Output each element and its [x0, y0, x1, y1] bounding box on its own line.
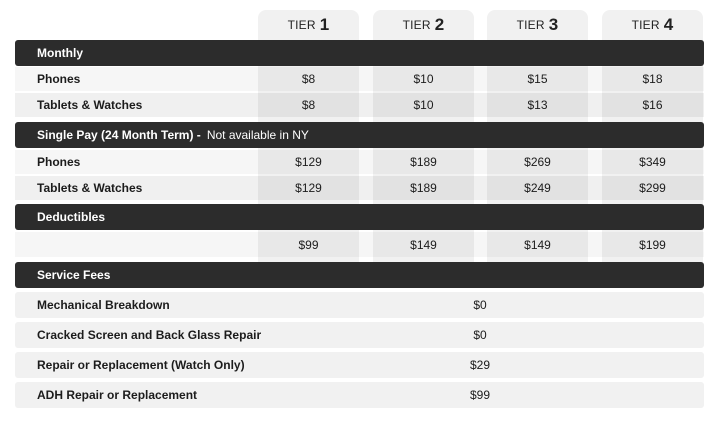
monthly-section-header [15, 40, 704, 66]
tier-prefix: TIER [516, 17, 545, 32]
fee-label: Repair or Replacement (Watch Only) [37, 358, 245, 372]
row-label: Tablets & Watches [37, 98, 143, 112]
price-cell: $189 [410, 155, 437, 169]
tier-number: 3 [548, 14, 559, 34]
price-cell: $13 [527, 98, 548, 112]
section-title: Monthly [37, 46, 83, 60]
price-cell: $349 [639, 155, 666, 169]
price-cell: $189 [410, 181, 437, 195]
price-cell: $129 [295, 155, 322, 169]
section-title: Single Pay (24 Month Term) - [37, 128, 201, 142]
table-row [15, 232, 704, 257]
section-title: Service Fees [37, 268, 111, 282]
availability-note: Not available in NY [206, 128, 309, 142]
price-cell: $10 [413, 98, 434, 112]
price-cell: $8 [301, 98, 316, 112]
tier-number: 1 [319, 14, 330, 34]
price-cell: $16 [642, 98, 663, 112]
price-cell: $18 [642, 72, 663, 86]
fee-value: $29 [469, 358, 491, 372]
price-cell: $249 [524, 181, 551, 195]
section-title: Deductibles [37, 210, 106, 224]
price-cell: $8 [301, 72, 316, 86]
deductible-cell: $149 [410, 237, 437, 252]
fee-label: Cracked Screen and Back Glass Repair [37, 328, 262, 342]
fee-label: Mechanical Breakdown [37, 298, 170, 312]
fee-value: $0 [473, 328, 487, 342]
price-cell: $269 [524, 155, 551, 169]
deductible-cell: $199 [639, 237, 666, 252]
row-label: Phones [37, 155, 81, 169]
deductible-cell: $99 [298, 237, 319, 252]
single-pay-section-header [15, 122, 704, 148]
deductible-cell: $149 [524, 237, 551, 252]
tier-number: 4 [663, 14, 674, 34]
table-row [15, 150, 704, 174]
tier-3-header [487, 10, 588, 39]
tier-prefix: TIER [402, 17, 431, 32]
fee-label: ADH Repair or Replacement [37, 388, 198, 402]
tier-prefix: TIER [631, 17, 660, 32]
row-label: Phones [37, 72, 81, 86]
price-cell: $129 [295, 181, 322, 195]
service-fees-section-header [15, 262, 704, 288]
table-row [15, 67, 704, 91]
row-label: Tablets & Watches [37, 181, 143, 195]
tier-4-header [602, 10, 703, 39]
fee-value: $99 [469, 388, 491, 402]
price-cell: $15 [527, 72, 548, 86]
tier-1-header [258, 10, 359, 39]
tier-prefix: TIER [287, 17, 316, 32]
tier-number: 2 [434, 14, 445, 34]
tier-2-header [373, 10, 474, 39]
deductibles-section-header [15, 204, 704, 230]
price-cell: $10 [413, 72, 434, 86]
fee-value: $0 [473, 298, 487, 312]
price-cell: $299 [639, 181, 666, 195]
